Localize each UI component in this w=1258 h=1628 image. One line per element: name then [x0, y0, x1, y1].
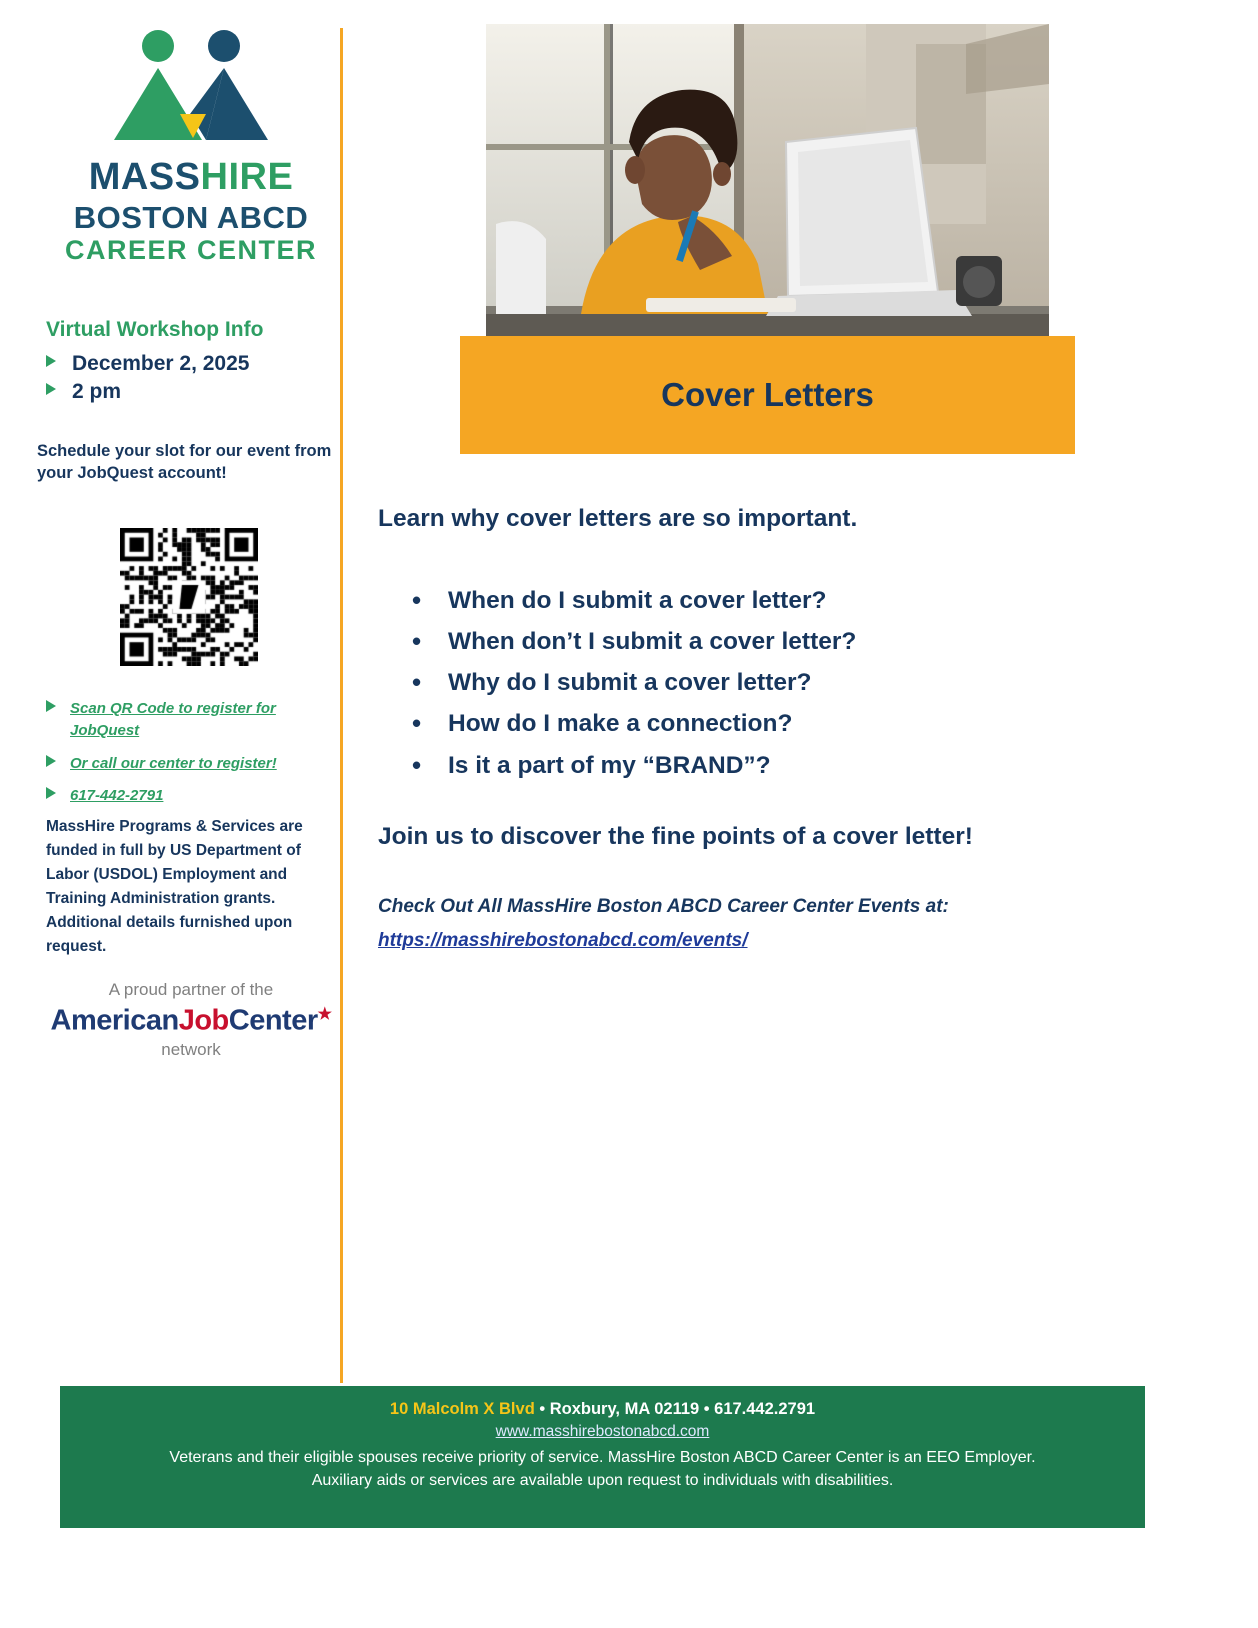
- logo-mass: MASS: [88, 156, 201, 198]
- ajc-center: Center: [228, 1004, 318, 1037]
- triangle-bullet-icon: [46, 755, 56, 767]
- topics-list: [400, 580, 1060, 786]
- masshire-logo: [46, 28, 336, 266]
- hero-photo: [486, 24, 1049, 336]
- list-item[interactable]: [46, 785, 336, 807]
- banner: [460, 336, 1075, 454]
- list-item[interactable]: [46, 753, 336, 775]
- triangle-bullet-icon: [46, 355, 56, 367]
- partner-intro-text: A proud partner of the: [108, 980, 274, 999]
- page-title: Cover Letters: [661, 376, 874, 413]
- workshop-time: 2 pm: [72, 380, 122, 403]
- qr-code[interactable]: [120, 528, 258, 666]
- sidebar: [0, 0, 340, 1390]
- american-job-center-partner: [46, 980, 336, 1060]
- workshop-info-title: Virtual Workshop Info: [46, 318, 264, 341]
- call-center-link[interactable]: Or call our center to register!: [70, 754, 277, 772]
- masshire-logo-mark-icon: [106, 28, 306, 148]
- events-callout-label: Check Out All MassHire Boston ABCD Career Center Events at:: [378, 896, 949, 917]
- schedule-note: Schedule your slot for our event from your JobQuest account!: [37, 442, 332, 483]
- list-item: [46, 352, 336, 376]
- list-item[interactable]: [46, 698, 336, 742]
- triangle-bullet-icon: [46, 700, 56, 712]
- footer-address: [60, 1400, 1145, 1419]
- footer: [60, 1386, 1145, 1528]
- logo-career-center: CAREER CENTER: [64, 235, 318, 266]
- qr-code-canvas[interactable]: [120, 528, 258, 666]
- funding-disclaimer: MassHire Programs & Services are funded in full by US Department of Labor (USDOL) Employment and Training Administration grants. Additional details furnished upon request.: [46, 818, 303, 956]
- registration-links: [46, 698, 336, 818]
- footer-note-line2: Auxiliary aids or services are available upon request to individuals with disabilities.: [311, 1472, 894, 1490]
- list-item: • When don’t I submit a cover letter?: [400, 621, 1060, 662]
- partner-network-text: network: [161, 1039, 221, 1059]
- american-job-center-logo: [46, 1004, 336, 1038]
- footer-website[interactable]: [60, 1423, 1145, 1441]
- star-icon: ★: [317, 1006, 332, 1023]
- triangle-bullet-icon: [46, 383, 56, 395]
- events-callout: [378, 892, 1078, 956]
- list-item: • Is it a part of my “BRAND”?: [400, 745, 1060, 786]
- events-url-link[interactable]: https://masshirebostonabcd.com/events/: [378, 930, 748, 952]
- phone-number-link[interactable]: 617-442-2791: [70, 787, 164, 805]
- lead-text: Learn why cover letters are so important.: [378, 505, 858, 532]
- footer-address-rest: • Roxbury, MA 02119 • 617.442.2791: [534, 1400, 816, 1418]
- logo-hire: HIRE: [200, 156, 294, 198]
- list-item: [46, 380, 336, 404]
- list-item: • Why do I submit a cover letter?: [400, 662, 1060, 703]
- list-item: • When do I submit a cover letter?: [400, 580, 1060, 621]
- join-text: Join us to discover the fine points of a cover letter!: [378, 823, 973, 850]
- scan-qr-link[interactable]: Scan QR Code to register for JobQuest: [70, 700, 276, 739]
- masshire-logo-text: [46, 156, 336, 266]
- ajc-job: Job: [178, 1004, 229, 1037]
- footer-street: 10 Malcolm X Blvd: [389, 1400, 535, 1418]
- list-item: • How do I make a connection?: [400, 703, 1060, 744]
- logo-boston-abcd: BOSTON ABCD: [73, 199, 309, 235]
- workshop-info-list: [46, 352, 336, 408]
- workshop-date: December 2, 2025: [72, 352, 250, 375]
- footer-note: [60, 1446, 1145, 1492]
- footer-note-line1: Veterans and their eligible spouses receive priority of service. MassHire Boston ABCD Career Center is an EEO Employer.: [169, 1449, 1036, 1466]
- footer-website-link[interactable]: www.masshirebostonabcd.com: [495, 1423, 710, 1440]
- ajc-american: American: [50, 1004, 179, 1037]
- triangle-bullet-icon: [46, 787, 56, 799]
- vertical-divider: [340, 28, 343, 1383]
